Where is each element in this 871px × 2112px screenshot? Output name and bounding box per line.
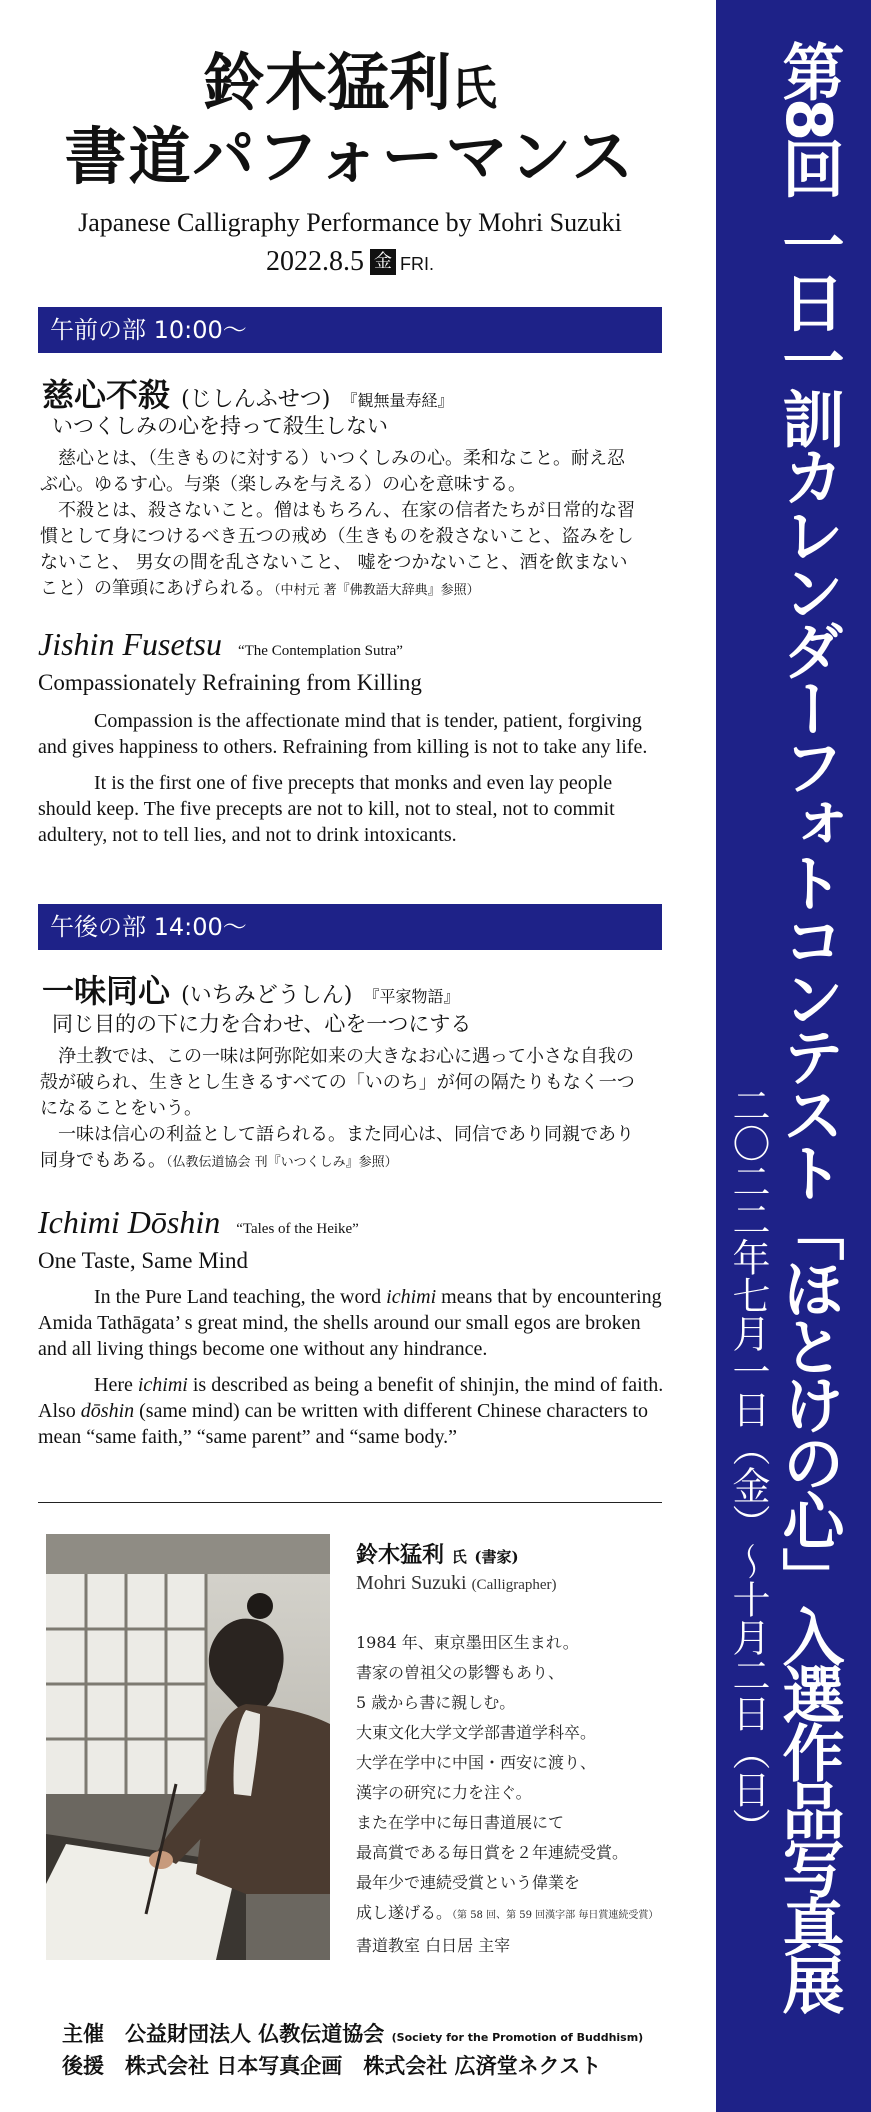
morning-session-bar: 午前の部 10:00〜 bbox=[38, 307, 662, 353]
event-title-name bbox=[40, 48, 660, 123]
name-suffix: 氏 bbox=[451, 61, 497, 115]
weekday-en: FRI. bbox=[400, 254, 434, 274]
organizer: 公益財団法人 仏教伝道協会 bbox=[125, 2022, 385, 2046]
bio-name-en: Mohri Suzuki (Calligrapher) bbox=[356, 1572, 557, 1594]
morning-en-paragraph-2: It is the first one of five precepts that monks and even lay people should keep. The five precepts are not to kill, not to steal, not to commit adultery, not to tell lies, and not to drink intoxicants. bbox=[38, 772, 615, 846]
organizer-line bbox=[62, 2018, 643, 2048]
bio-text bbox=[356, 1628, 658, 1961]
organizer-en: (Society for the Promotion of Buddhism) bbox=[391, 2031, 644, 2044]
afternoon-en-paragraph: In the Pure Land teaching, the word ichimi means that by encountering Amida Tathāgata’ s great mind, the shells around our small egos are broken and all living things become one without any hindrance. bbox=[38, 1286, 662, 1360]
afternoon-en-word: Ichimi Dōshin bbox=[38, 1204, 221, 1240]
afternoon-en-text bbox=[38, 1284, 668, 1460]
bio-line: 漢字の研究に力を注ぐ。 bbox=[356, 1783, 532, 1802]
afternoon-meaning: 同じ目的の下に力を合わせ、心を一つにする bbox=[52, 1012, 472, 1036]
afternoon-word: 一味同心 bbox=[42, 972, 171, 1010]
afternoon-jp-text bbox=[40, 1044, 640, 1176]
bio-citation: （第 58 回、第 59 回漢字部 毎日賞連続受賞） bbox=[452, 1910, 659, 1921]
bio-line: 書道教室 白日居 主宰 bbox=[356, 1936, 511, 1955]
calligrapher-photo bbox=[46, 1534, 330, 1960]
afternoon-session-bar: 午後の部 14:00〜 bbox=[38, 904, 662, 950]
morning-source: 『観無量寿経』 bbox=[341, 391, 454, 410]
event-date bbox=[30, 246, 670, 278]
afternoon-en-meaning: One Taste, Same Mind bbox=[38, 1248, 249, 1273]
afternoon-citation: （仏教伝道協会 刊『いつくしみ』参照） bbox=[166, 1155, 398, 1170]
morning-en-heading bbox=[38, 626, 403, 663]
bio-line: 5 歳から書に親しむ。 bbox=[356, 1693, 516, 1712]
supporter-2: 株式会社 広済堂ネクスト bbox=[363, 2054, 602, 2078]
bio-line: また在学中に毎日書道展にて bbox=[356, 1813, 565, 1832]
event-title: 書道パフォーマンス bbox=[64, 120, 636, 193]
bio-line: 最高賞である毎日賞を２年連続受賞。 bbox=[356, 1843, 629, 1862]
afternoon-jp-paragraph: 浄土教では、この一味は阿弥陀如来の大きなお心に遇って小さな自我の殻が破られ、生きとし生きるすべての「いのち」が何の隔たりもなく一つになることをいう。 bbox=[40, 1046, 635, 1119]
afternoon-word-heading bbox=[42, 966, 459, 1012]
morning-en-word: Jishin Fusetsu bbox=[38, 626, 222, 662]
afternoon-en-paragraph-2: Here ichimi is described as being a benefit of shinjin, the mind of faith. Also dōshin (same mind) can be written with different Chinese characters to mean “same faith,” “same parent” and “same body.” bbox=[38, 1374, 664, 1448]
morning-jp-paragraph: 慈心とは、（生きものに対する）いつくしみの心。柔和なこと。耐え忍ぶ心。ゆるす心。与楽（楽しみを与える）の心を意味する。 bbox=[40, 448, 625, 495]
organizer-label: 主催 bbox=[62, 2022, 104, 2046]
afternoon-en-heading bbox=[38, 1204, 359, 1241]
bio-role: (書家) bbox=[474, 1548, 519, 1566]
date-text: 2022.8.5 bbox=[266, 246, 364, 277]
supporter-1: 株式会社 日本写真企画 bbox=[125, 2054, 343, 2078]
bio-line: 最年少で連続受賞という偉業を bbox=[356, 1873, 581, 1892]
afternoon-source: 『平家物語』 bbox=[363, 987, 460, 1006]
bio-line: 大学在学中に中国・西安に渡り、 bbox=[356, 1753, 597, 1772]
morning-en-source: “The Contemplation Sutra” bbox=[237, 643, 403, 659]
bio-role-en: (Calligrapher) bbox=[471, 1577, 557, 1593]
morning-en-paragraph: Compassion is the affectionate mind that is tender, patient, forgiving and gives happiness to others. Refraining from killing is not to take any life. bbox=[38, 710, 648, 758]
english-title: Japanese Calligraphy Performance by Mohri Suzuki bbox=[78, 208, 622, 237]
calligrapher-name: 鈴木猛利 bbox=[202, 46, 451, 119]
bio-line: 1984 年、東京墨田区生まれ。 bbox=[356, 1633, 579, 1652]
afternoon-en-source: “Tales of the Heike” bbox=[236, 1221, 359, 1237]
section-divider bbox=[38, 1502, 662, 1503]
bio-honorific: 氏 bbox=[451, 1548, 467, 1566]
morning-reading: (じしんふせつ) bbox=[181, 387, 331, 412]
weekday-jp-badge: 金 bbox=[370, 249, 396, 275]
morning-citation: （中村元 著『佛教語大辞典』参照） bbox=[274, 583, 480, 598]
morning-jp-paragraph-2: 不殺とは、殺さないこと。僧はもちろん、在家の信者たちが日常的な習慣として身につけるべき五つの戒め（生きものを殺さないこと、盗みをしないこと、 男女の間を乱さないこと、 嘘をつかないこと、酒を飲まないこと）の筆頭にあげられる。（中村元 著『佛教語大辞典』参照） bbox=[40, 500, 636, 599]
bio-name: 鈴木猛利 氏 (書家) bbox=[356, 1542, 519, 1568]
banner-title: 第8回 一日一訓カレンダーフォトコンテスト「ほとけの心」入選作品写真展 bbox=[772, 40, 845, 2011]
exhibition-banner bbox=[716, 0, 871, 2112]
bio-line: 大東文化大学文学部書道学科卒。 bbox=[356, 1723, 597, 1742]
afternoon-reading: (いちみどうしん) bbox=[181, 983, 353, 1008]
morning-en-text bbox=[38, 708, 668, 858]
support-line bbox=[62, 2050, 601, 2080]
morning-en-meaning: Compassionately Refraining from Killing bbox=[38, 670, 422, 695]
support-label: 後援 bbox=[62, 2054, 104, 2078]
morning-meaning: いつくしみの心を持って殺生しない bbox=[52, 414, 388, 438]
afternoon-jp-paragraph-2: 一味は信心の利益として語られる。また同心は、同信であり同親であり同身でもある。（仏教伝道協会 刊『いつくしみ』参照） bbox=[40, 1124, 634, 1171]
bio-line: 成し遂げる。（第 58 回、第 59 回漢字部 毎日賞連続受賞） bbox=[356, 1903, 659, 1922]
banner-dates: 二〇二二年七月一日（金）〜十月二日（日） bbox=[726, 1086, 770, 1846]
bio-line: 書家の曽祖父の影響もあり、 bbox=[356, 1663, 565, 1682]
morning-jp-text bbox=[40, 446, 640, 604]
morning-word: 慈心不殺 bbox=[42, 376, 171, 414]
